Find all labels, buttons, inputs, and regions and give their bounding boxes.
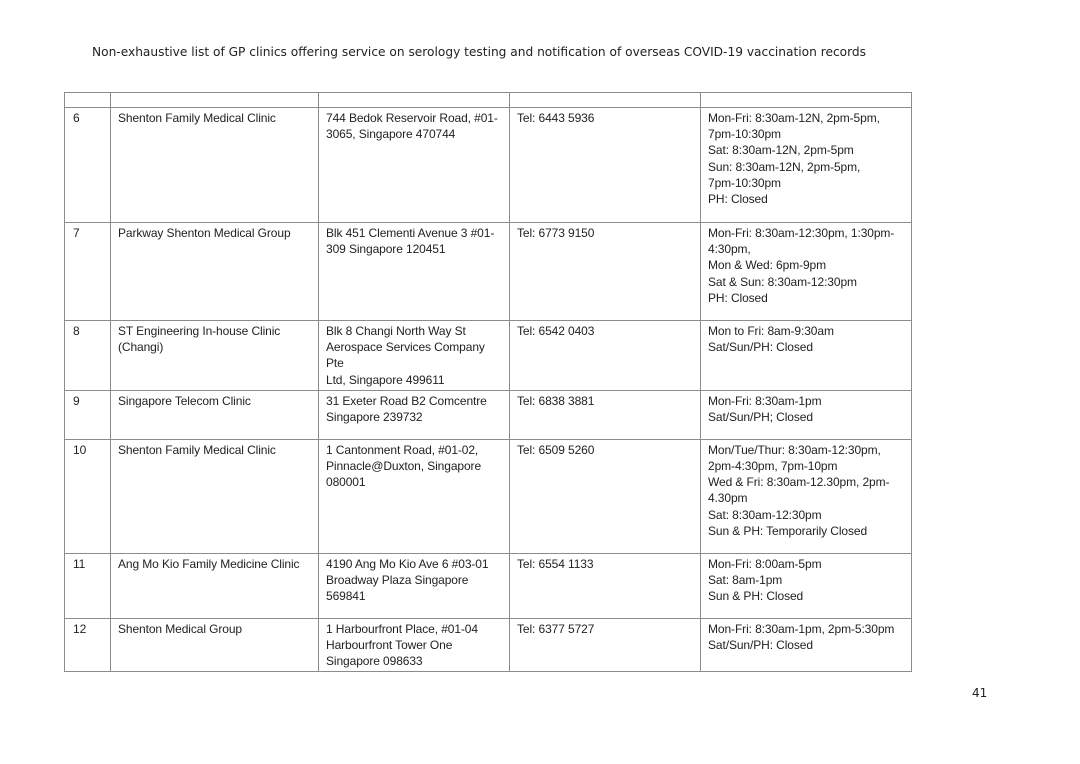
page-number: 41 (972, 686, 988, 700)
table-header-row (65, 93, 912, 108)
clinic-number: 8 (65, 321, 111, 391)
clinic-address: Blk 8 Changi North Way St Aerospace Services Company Pte Ltd, Singapore 499611 (319, 321, 510, 391)
clinic-number: 11 (65, 553, 111, 618)
clinic-address: 1 Cantonment Road, #01-02, Pinnacle@Duxton, Singapore 080001 (319, 439, 510, 553)
clinic-tel: Tel: 6377 5727 (510, 618, 701, 672)
clinic-tel: Tel: 6773 9150 (510, 223, 701, 321)
table-row (65, 618, 912, 672)
clinic-hours: Mon-Fri: 8:30am-12N, 2pm-5pm, 7pm-10:30pm Sat: 8:30am-12N, 2pm-5pm Sun: 8:30am-12N, 2pm-5pm, 7pm-10:30pm PH: Closed (701, 108, 912, 223)
clinic-name: Singapore Telecom Clinic (111, 390, 319, 439)
table-row (65, 553, 912, 618)
clinic-address: 1 Harbourfront Place, #01-04 Harbourfront Tower One Singapore 098633 (319, 618, 510, 672)
clinic-name: Parkway Shenton Medical Group (111, 223, 319, 321)
table-row (65, 439, 912, 553)
header-cell (701, 93, 912, 108)
clinic-address: 4190 Ang Mo Kio Ave 6 #03-01 Broadway Plaza Singapore 569841 (319, 553, 510, 618)
clinic-number: 9 (65, 390, 111, 439)
clinic-number: 10 (65, 439, 111, 553)
clinic-name: Shenton Medical Group (111, 618, 319, 672)
table-row (65, 390, 912, 439)
clinic-number: 7 (65, 223, 111, 321)
clinic-hours: Mon-Fri: 8:00am-5pm Sat: 8am-1pm Sun & PH: Closed (701, 553, 912, 618)
clinic-number: 12 (65, 618, 111, 672)
document-title: Non-exhaustive list of GP clinics offering service on serology testing and notification of overseas COVID-19 vaccination records (92, 45, 866, 59)
clinic-name: Shenton Family Medical Clinic (111, 108, 319, 223)
header-cell (65, 93, 111, 108)
clinic-hours: Mon-Fri: 8:30am-1pm, 2pm-5:30pm Sat/Sun/PH: Closed (701, 618, 912, 672)
clinic-tel: Tel: 6838 3881 (510, 390, 701, 439)
clinic-name: Ang Mo Kio Family Medicine Clinic (111, 553, 319, 618)
clinic-name: Shenton Family Medical Clinic (111, 439, 319, 553)
table-row (65, 321, 912, 391)
header-cell (111, 93, 319, 108)
clinic-hours: Mon-Fri: 8:30am-12:30pm, 1:30pm- 4:30pm, Mon & Wed: 6pm-9pm Sat & Sun: 8:30am-12:30pm PH: Closed (701, 223, 912, 321)
clinic-number: 6 (65, 108, 111, 223)
clinic-table (64, 92, 912, 672)
header-cell (319, 93, 510, 108)
clinic-address: Blk 451 Clementi Avenue 3 #01- 309 Singapore 120451 (319, 223, 510, 321)
clinic-address: 744 Bedok Reservoir Road, #01- 3065, Singapore 470744 (319, 108, 510, 223)
clinic-hours: Mon-Fri: 8:30am-1pm Sat/Sun/PH; Closed (701, 390, 912, 439)
header-cell (510, 93, 701, 108)
clinic-hours: Mon/Tue/Thur: 8:30am-12:30pm, 2pm-4:30pm, 7pm-10pm Wed & Fri: 8:30am-12.30pm, 2pm- 4.30pm Sat: 8:30am-12:30pm Sun & PH: Temporarily Closed (701, 439, 912, 553)
clinic-tel: Tel: 6509 5260 (510, 439, 701, 553)
clinic-hours: Mon to Fri: 8am-9:30am Sat/Sun/PH: Closed (701, 321, 912, 391)
clinic-address: 31 Exeter Road B2 Comcentre Singapore 239732 (319, 390, 510, 439)
clinic-tel: Tel: 6554 1133 (510, 553, 701, 618)
table-row (65, 108, 912, 223)
table-row (65, 223, 912, 321)
clinic-tel: Tel: 6542 0403 (510, 321, 701, 391)
clinic-name: ST Engineering In-house Clinic (Changi) (111, 321, 319, 391)
clinic-tel: Tel: 6443 5936 (510, 108, 701, 223)
